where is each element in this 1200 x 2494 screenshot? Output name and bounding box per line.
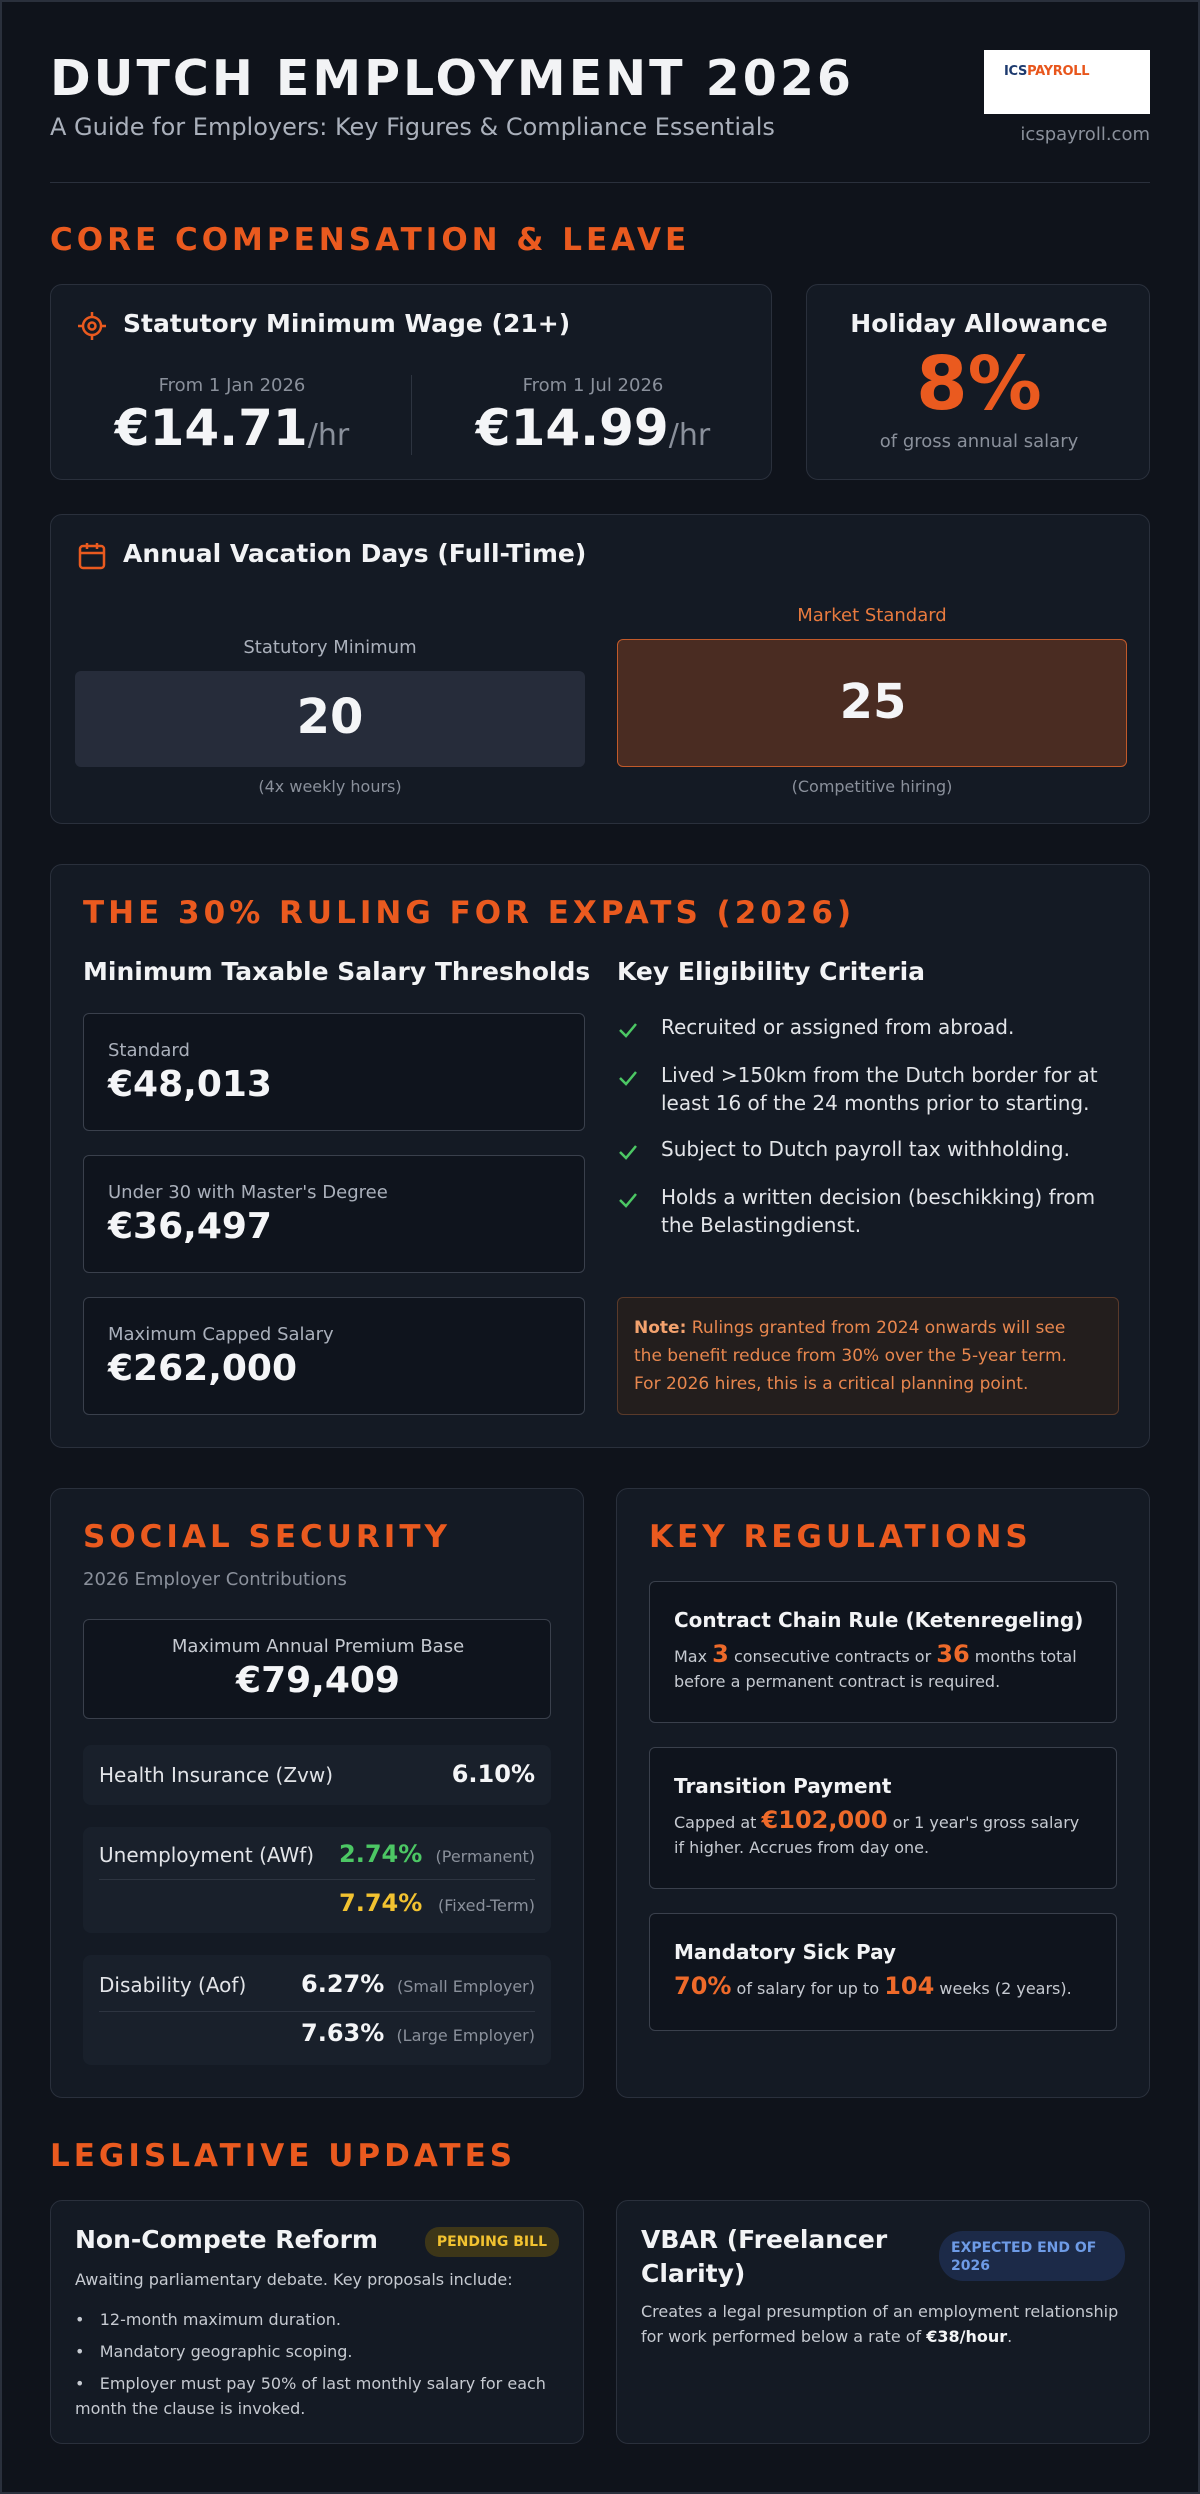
key-regulations-card: [616, 1488, 1150, 2098]
min-wage-period2-value: €14.99/hr: [475, 399, 711, 457]
header-divider: [50, 182, 1150, 183]
expected-end-badge: EXPECTED END OF 2026: [939, 2231, 1125, 2281]
vacation-days-card: [50, 514, 1150, 824]
disability-large-value: 7.63%: [301, 2019, 385, 2047]
logo-part-payroll: PAYROLL: [1027, 64, 1090, 79]
social-subtitle: 2026 Employer Contributions: [83, 1569, 347, 1590]
non-compete-card: [50, 2200, 584, 2444]
checkmark-icon: [617, 1019, 639, 1041]
unemployment-perm-note: (Permanent): [435, 1847, 535, 1866]
threshold-max-capped: [83, 1297, 585, 1415]
checkmark-icon: [617, 1141, 639, 1163]
company-logo: [984, 50, 1150, 114]
threshold-label: Maximum Capped Salary: [108, 1324, 334, 1345]
vbar-text: Creates a legal presumption of an employment relationship for work performed below a rate of €38/hour.: [641, 2302, 1119, 2346]
chain-title: Contract Chain Rule (Ketenregeling): [674, 1608, 1084, 1632]
unemployment-fixed-note: (Fixed-Term): [437, 1896, 535, 1915]
sick-title: Mandatory Sick Pay: [674, 1940, 897, 1964]
non-compete-intro: Awaiting parliamentary debate. Key proposals include:: [75, 2270, 513, 2289]
statutory-label: Statutory Minimum: [243, 637, 417, 658]
non-compete-title: Non-Compete Reform: [75, 2225, 378, 2254]
threshold-value: €262,000: [108, 1348, 298, 1389]
vacation-title: Annual Vacation Days (Full-Time): [123, 539, 587, 568]
health-label: Health Insurance (Zvw): [99, 1763, 334, 1787]
disability-label: Disability (Aof): [99, 1973, 247, 1997]
statutory-value: 20: [296, 689, 364, 745]
logo-part-ics: ICS: [1004, 64, 1028, 79]
pending-bill-badge: PENDING BILL: [425, 2227, 559, 2257]
holiday-title: Holiday Allowance: [850, 309, 1108, 338]
website-link[interactable]: icspayroll.com: [1020, 124, 1150, 145]
threshold-under-30: [83, 1155, 585, 1273]
section-title-core: CORE COMPENSATION & LEAVE: [50, 222, 691, 258]
ruling-note: Note: Rulings granted from 2024 onwards will see the benefit reduce from 30% over the 5-year term. For 2026 hires, this is a critical planning point.: [617, 1297, 1119, 1415]
ruling-card: [50, 864, 1150, 1448]
criteria-title: Key Eligibility Criteria: [617, 957, 926, 986]
holiday-value: 8%: [916, 341, 1042, 427]
list-item: • Mandatory geographic scoping.: [75, 2342, 353, 2361]
premium-base-box: [83, 1619, 551, 1719]
statutory-note: (4x weekly hours): [258, 777, 402, 796]
threshold-value: €36,497: [108, 1206, 272, 1247]
thresholds-title: Minimum Taxable Salary Thresholds: [83, 957, 591, 986]
contract-chain-box: [649, 1581, 1117, 1723]
row-divider: [99, 1879, 535, 1880]
section-title-legis: LEGISLATIVE UPDATES: [50, 2138, 517, 2174]
threshold-standard: [83, 1013, 585, 1131]
vbar-card: [616, 2200, 1150, 2444]
list-item: • 12-month maximum duration.: [75, 2310, 341, 2329]
target-icon: [77, 311, 107, 341]
social-security-card: [50, 1488, 584, 2098]
min-wage-divider: [411, 375, 412, 455]
section-title-social: SOCIAL SECURITY: [83, 1519, 451, 1555]
list-item: • Employer must pay 50% of last monthly salary for each month the clause is invoked.: [75, 2374, 546, 2418]
disability-row: [83, 1955, 551, 2065]
disability-large-note: (Large Employer): [396, 2026, 535, 2045]
min-wage-card: [50, 284, 772, 480]
min-wage-title: Statutory Minimum Wage (21+): [123, 309, 571, 338]
criterion-item: Subject to Dutch payroll tax withholding.: [661, 1137, 1070, 1161]
sick-text: 70% of salary for up to 104 weeks (2 years).: [674, 1972, 1072, 2000]
premium-value: €79,409: [236, 1660, 400, 1701]
market-note: (Competitive hiring): [791, 777, 953, 796]
min-wage-period1-value: €14.71/hr: [114, 399, 350, 457]
threshold-label: Under 30 with Master's Degree: [108, 1182, 388, 1203]
unemployment-row: [83, 1827, 551, 1933]
premium-label: Maximum Annual Premium Base: [171, 1636, 465, 1657]
sick-pay-box: [649, 1913, 1117, 2031]
section-title-ruling: THE 30% RULING FOR EXPATS (2026): [83, 895, 856, 931]
checkmark-icon: [617, 1189, 639, 1211]
criterion-item: Lived >150km from the Dutch border for at least 16 of the 24 months prior to starting.: [661, 1063, 1098, 1115]
section-title-regs: KEY REGULATIONS: [649, 1519, 1032, 1555]
transition-text: Capped at €102,000 or 1 year's gross salary if higher. Accrues from day one.: [674, 1806, 1080, 1857]
page-subtitle: A Guide for Employers: Key Figures & Compliance Essentials: [50, 113, 775, 141]
chain-text: Max 3 consecutive contracts or 36 months total before a permanent contract is required.: [674, 1640, 1077, 1691]
market-label: Market Standard: [797, 605, 947, 626]
disability-small-value: 6.27%: [301, 1970, 385, 1998]
page-title: DUTCH EMPLOYMENT 2026: [50, 50, 855, 107]
threshold-value: €48,013: [108, 1064, 272, 1105]
transition-payment-box: [649, 1747, 1117, 1889]
statutory-box: [75, 671, 585, 767]
checkmark-icon: [617, 1067, 639, 1089]
unemployment-fixed-value: 7.74%: [339, 1889, 423, 1917]
row-divider: [99, 2011, 535, 2012]
holiday-caption: of gross annual salary: [879, 431, 1079, 452]
min-wage-period2-label: From 1 Jul 2026: [522, 375, 664, 396]
market-box: [617, 639, 1127, 767]
health-value: 6.10%: [451, 1760, 535, 1788]
unemployment-label: Unemployment (AWf): [99, 1843, 315, 1867]
calendar-icon: [77, 541, 107, 571]
unemployment-perm-value: 2.74%: [339, 1840, 423, 1868]
health-insurance-row: [83, 1745, 551, 1805]
transition-title: Transition Payment: [674, 1774, 892, 1798]
disability-small-note: (Small Employer): [397, 1977, 535, 1996]
holiday-allowance-card: [806, 284, 1150, 480]
threshold-label: Standard: [108, 1040, 190, 1061]
vbar-title: VBAR (Freelancer Clarity): [641, 2225, 888, 2288]
criterion-item: Recruited or assigned from abroad.: [661, 1015, 1015, 1039]
min-wage-period1-label: From 1 Jan 2026: [158, 375, 306, 396]
criterion-item: Holds a written decision (beschikking) from the Belastingdienst.: [661, 1185, 1096, 1237]
market-value: 25: [839, 674, 907, 730]
